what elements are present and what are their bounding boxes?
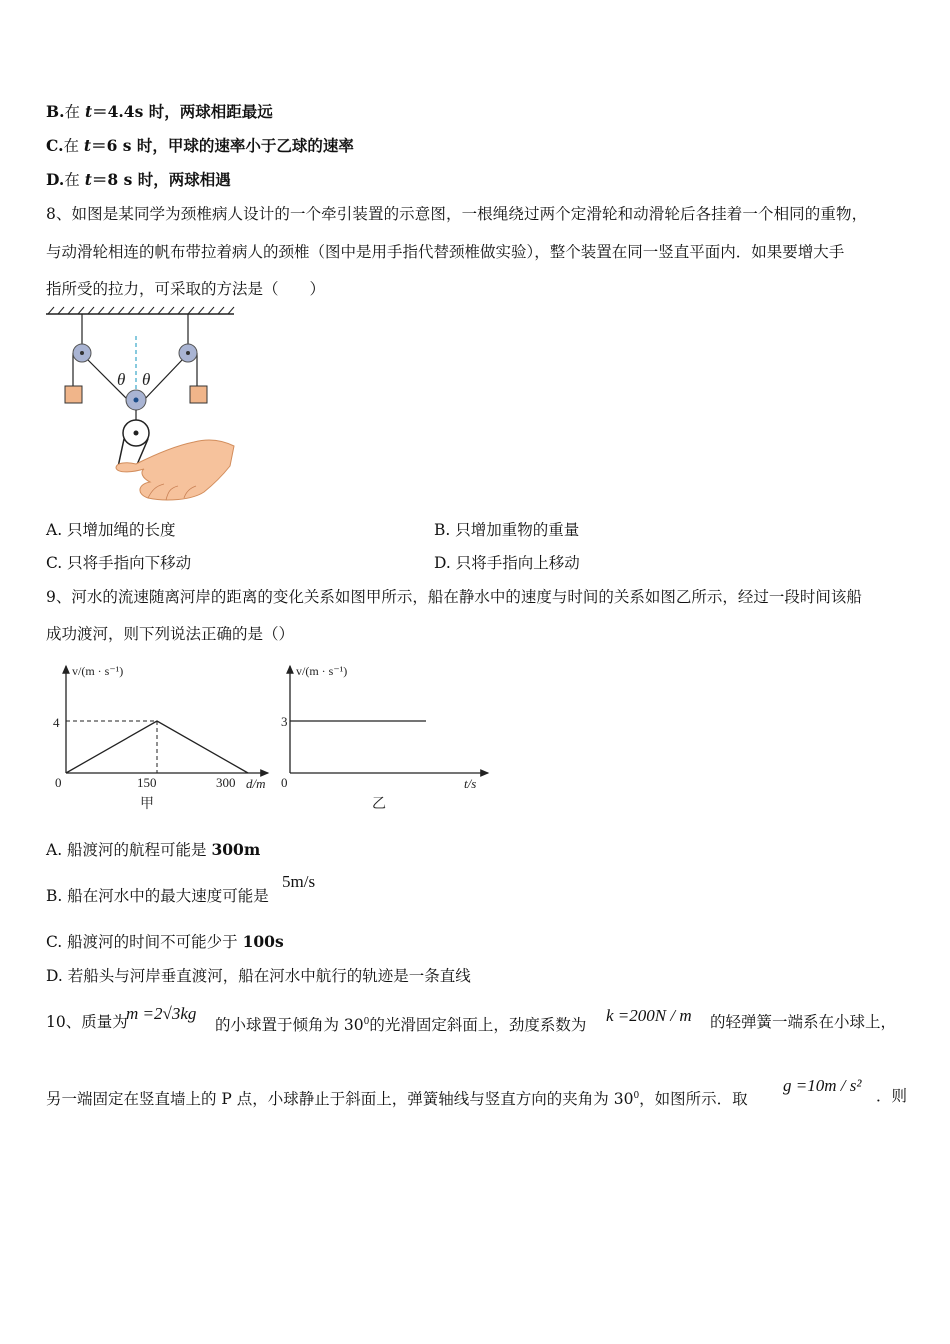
right-weight — [190, 386, 207, 403]
chart-jia — [46, 660, 276, 815]
q9-option-c: C. 船渡河的时间不可能少于 100s — [46, 932, 284, 951]
chart-jia-ylabel: v/(m · s⁻¹) — [72, 664, 124, 678]
q8-option-a: A. 只增加绳的长度 — [46, 521, 176, 539]
q8-stem-line2: 与动滑轮相连的帆布带拉着病人的颈椎（图中是用手指代替颈椎做实验），整个装置在同一竖直平面内．如果要增大手 — [46, 243, 845, 261]
q7-option-b: B.在 t＝4.4s 时，两球相距最远 — [46, 102, 273, 121]
chart-yi-xtick-0: 0 — [281, 775, 288, 790]
chart-yi-xlabel: t/s — [464, 776, 477, 791]
q10-g-formula: g =10m / s² — [783, 1076, 862, 1095]
pulley-traction-diagram — [44, 306, 244, 506]
q10-line2: 另一端固定在竖直墙上的 P 点，小球静止于斜面上，弹簧轴线与竖直方向的夹角为 $30^0$，如图所示．取 — [46, 1090, 748, 1109]
q10-line2-end: ．则 — [876, 1087, 908, 1105]
q10-line1-mid: 的小球置于倾角为 $30^0$的光滑固定斜面上，劲度系数为 — [215, 1016, 587, 1035]
q7-option-d: D.在 t＝8 s 时，两球相遇 — [46, 170, 231, 189]
q8-option-b: B. 只增加重物的重量 — [434, 521, 580, 539]
chart-yi-ylabel: v/(m · s⁻¹) — [296, 664, 348, 678]
theta-left: θ — [117, 370, 126, 389]
q10-mass-formula: m =2√3kg — [126, 1004, 197, 1023]
left-weight — [65, 386, 82, 403]
q8-option-d: D. 只将手指向上移动 — [434, 554, 580, 572]
q9-option-a: A. 船渡河的航程可能是 300m — [46, 840, 261, 859]
q9-option-d: D. 若船头与河岸垂直渡河，船在河水中航行的轨迹是一条直线 — [46, 967, 471, 985]
chart-yi — [276, 660, 496, 815]
chart-yi-title: 乙 — [372, 797, 386, 812]
q9-stem-line2: 成功渡河，则下列说法正确的是（） — [46, 625, 295, 643]
q9-stem-line1: 9、河水的流速随离河岸的距离的变化关系如图甲所示，船在静水中的速度与时间的关系如图乙所示，经过一段时间该船 — [46, 588, 862, 606]
chart-jia-xtick-150: 150 — [137, 775, 157, 790]
q8-stem-line3: 指所受的拉力，可采取的方法是（ ） — [46, 280, 326, 298]
chart-yi-ytick-3: 3 — [281, 714, 288, 729]
q10-k-formula: k =200N / m — [606, 1006, 692, 1025]
q9-option-b-value: 5m/s — [282, 872, 316, 891]
chart-jia-ytick-4: 4 — [53, 715, 60, 730]
chart-jia-xtick-300: 300 — [216, 775, 236, 790]
theta-right: θ — [142, 370, 151, 389]
ceiling-hatch — [48, 307, 234, 314]
hand-illustration — [116, 440, 234, 500]
chart-jia-xtick-0: 0 — [55, 775, 62, 790]
q10-line1-end: 的轻弹簧一端系在小球上， — [710, 1013, 897, 1031]
q7-option-c: C.在 t＝6 s 时，甲球的速率小于乙球的速率 — [46, 136, 354, 155]
q8-option-c: C. 只将手指向下移动 — [46, 554, 192, 572]
q10-line1: 10、质量为 — [46, 1013, 128, 1031]
chart-jia-xlabel: d/m — [246, 776, 266, 791]
q8-stem-line1: 8、如图是某同学为颈椎病人设计的一个牵引装置的示意图，一根绳绕过两个定滑轮和动滑轮后各挂着一个相同的重物， — [46, 205, 868, 223]
q9-option-b: B. 船在河水中的最大速度可能是 — [46, 887, 269, 905]
chart-jia-title: 甲 — [140, 797, 154, 812]
